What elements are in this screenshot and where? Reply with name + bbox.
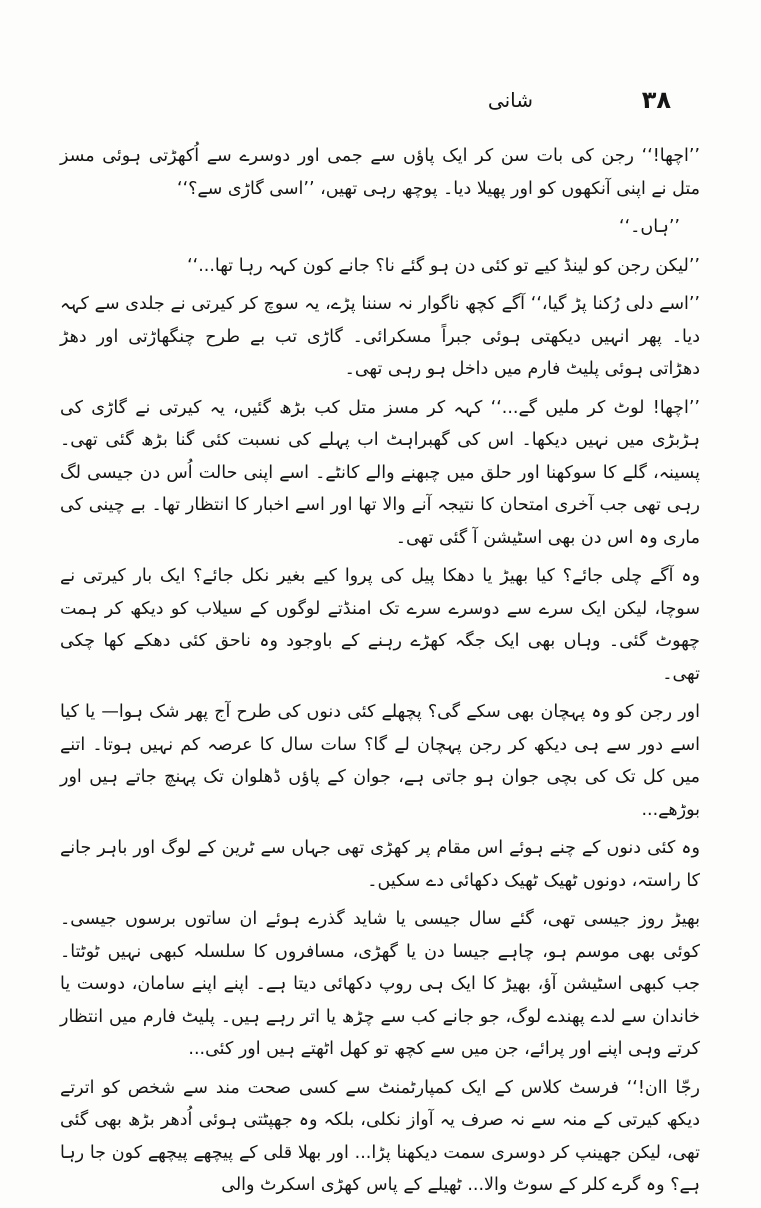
page-number: ۳۸ (641, 86, 671, 114)
paragraph: ’’اچھا!‘‘ رجن کی بات سن کر ایک پاؤں سے جمی اور دوسرے سے اُکھڑتی ہوئی مسز متل نے اپنی آنکھوں کو اور پھیلا دیا۔ پوچھ رہی تھیں، ’’اسی گاڑی سے؟‘‘ (60, 146, 700, 199)
paragraph: ’’اسے دلی رُکنا پڑ گیا،‘‘ آگے کچھ ناگوار نہ سننا پڑے، یہ سوچ کر کیرتی نے جلدی سے کہہ دیا۔ پھر انہیں دیکھتی ہوئی جبراً مسکرائی۔ گاڑی تب بے طرح چنگھاڑتی اور دھڑ دھڑاتی ہوئی پلیٹ فارم میں داخل ہو رہی تھی۔ (60, 294, 700, 379)
page-header (60, 86, 701, 120)
paragraph: رجّا اان!‘‘ فرسٹ کلاس کے ایک کمپارٹمنٹ سے کسی صحت مند سے شخص کو اترتے دیکھ کیرتی کے منہ سے نہ صرف یہ آواز نکلی، بلکہ وہ جھپٹتی ہوئی اُدھر بڑھ بھی گئی تھی، لیکن جھینپ کر دوسری سمت دیکھنا پڑا... اور بھلا قلی کے پیچھے پیچھے کون جا رہا ہے؟ وہ گرے کلر کے سوٹ والا... ٹھیلے کے پاس کھڑی اسکرٹ والی (60, 1077, 700, 1195)
paragraph: وہ آگے چلی جائے؟ کیا بھیڑ یا دھکا پیل کی پروا کیے بغیر نکل جائے؟ ایک بار کیرتی نے سوچا، لیکن ایک سرے سے دوسرے سرے تک امنڈتے لوگوں کے سیلاب کو دیکھ کر ہمت چھوٹ گئی۔ وہاں بھی ایک جگہ کھڑے رہنے کے باوجود وہ ناحق کئی دھکے کھا چکی تھی۔ (60, 566, 700, 684)
paragraph: ’’لیکن رجن کو لینڈ کیے تو کئی دن ہو گئے نا؟ جانے کون کہہ رہا تھا...‘‘ (187, 255, 700, 276)
paragraph: اور رجن کو وہ پہچان بھی سکے گی؟ پچھلے کئی دنوں کی طرح آج پھر شک ہوا— یا کیا اسے دور سے ہی دیکھ کر رجن پہچان لے گا؟ سات سال کا عرصہ کم نہیں ہوتا۔ اتنے میں کل تک کی بچی جوان ہو جاتی ہے، جوان کے پاؤں ڈھلوان تک پہنچ جاتے ہیں اور بوڑھے... (60, 702, 700, 820)
text-body (60, 140, 700, 1208)
paragraph: ’’ہاں۔‘‘ (619, 217, 680, 237)
paragraph: وہ کئی دنوں کے چنے ہوئے اس مقام پر کھڑی تھی جہاں سے ٹرین کے لوگ اور باہر جانے کا راستہ، دونوں ٹھیک ٹھیک دکھائی دے سکیں۔ (60, 838, 700, 891)
running-title: شانی (487, 88, 533, 112)
paragraph: بھیڑ روز جیسی تھی، گئے سال جیسی یا شاید گذرے ہوئے ان ساتوں برسوں جیسی۔ کوئی بھی موسم ہو، چاہے جیسا دن یا گھڑی، مسافروں کا سلسلہ کبھی نہیں ٹوٹتا۔ جب کبھی اسٹیشن آؤ، بھیڑ کا ایک ہی روپ دکھائی دیتا ہے۔ اپنے اپنے سامان، دوست یا خاندان سے لدے پھندے لوگ، جو جانے کب سے چڑھ یا اتر رہے ہیں۔ پلیٹ فارم میں انتظار کرتے وہی اپنے اور پرائے، جن میں سے کچھ تو کھل اٹھتے ہیں اور کئی... (60, 909, 700, 1059)
paragraph: ’’اچھا! لوٹ کر ملیں گے...‘‘ کہہ کر مسز متل کب بڑھ گئیں، یہ کیرتی نے گاڑی کی ہڑبڑی میں نہیں دیکھا۔ اس کی گھبراہٹ اب پہلے کی نسبت کئی گنا بڑھ گئی تھی۔ پسینہ، گلے کا سوکھنا اور حلق میں چبھنے والے کانٹے۔ اسے اپنی حالت اُس دن جیسی لگ رہی تھی جب آخری امتحان کا نتیجہ آنے والا تھا اور اسے اخبار کا انتظار تھا۔ بے چینی کی ماری وہ اس دن بھی اسٹیشن آ گئی تھی۔ (60, 397, 700, 548)
